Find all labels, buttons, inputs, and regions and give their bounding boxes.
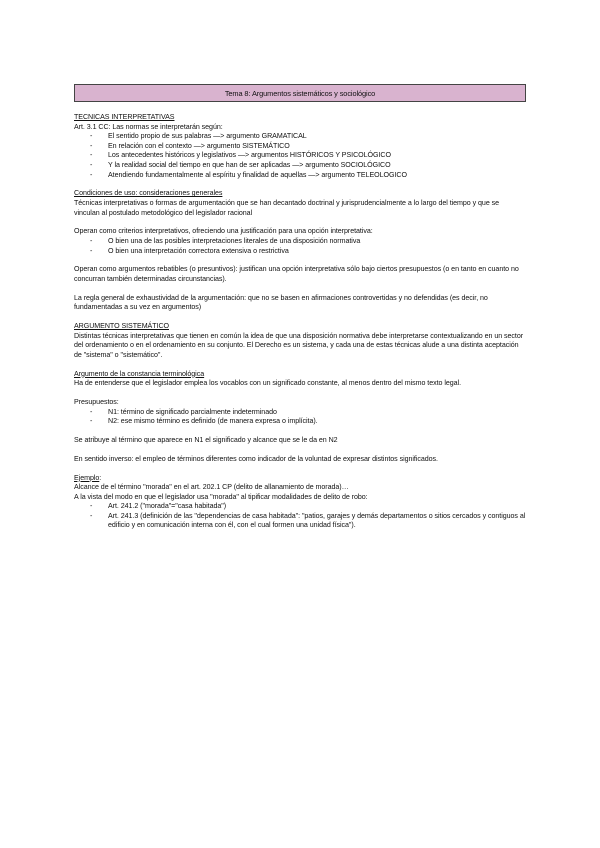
document-title: Tema 8: Argumentos sistemáticos y sociológico [224, 88, 376, 98]
bullet-list [74, 237, 526, 256]
list-item: - N2: ese mismo término es definido (de manera expresa o implícita). [74, 417, 526, 427]
paragraph: A la vista del modo en que el legislador usa "morada" al tipificar modalidades de delito de robo: [74, 492, 368, 501]
list-item: - Y la realidad social del tiempo en que han de ser aplicadas —> argumento SOCIOLÓGICO [74, 161, 526, 171]
list-item: - Los antecedentes históricos y legislativos —> argumentos HISTÓRICOS Y PSICOLÓGICO [74, 151, 526, 161]
section-heading-condiciones: Condiciones de uso: consideraciones generales [74, 189, 223, 198]
list-item: - En relación con el contexto —> argumento SISTEMÁTICO [74, 142, 526, 152]
bullet-list [74, 132, 526, 180]
list-item: - El sentido propio de sus palabras —> argumento GRAMATICAL [74, 132, 526, 142]
paragraph: Alcance de el término "morada" en el art. 202.1 CP (delito de allanamiento de morada)… [74, 483, 349, 492]
paragraph: Operan como argumentos rebatibles (o presuntivos): justifican una opción interpretativa sólo bajo ciertos presupuestos (o en tanto en cuanto no concurran también determinadas circunstancias). [74, 265, 519, 283]
example-heading-line [74, 474, 526, 484]
document-body [74, 113, 526, 531]
paragraph: Técnicas interpretativas o formas de argumentación que se han decantado doctrinal y jurisprudencialmente a lo largo del tiempo y que se vinculan al postulado metodológico del legislador racional [74, 198, 500, 217]
paragraph: Presupuestos: [74, 397, 119, 406]
bullet-list [74, 408, 526, 427]
paragraph: Se atribuye al término que aparece en N1 el significado y alcance que se le da en N2 [74, 435, 338, 444]
paragraph: Operan como criterios interpretativos, ofreciendo una justificación para una opción interpretativa: [74, 227, 373, 236]
list-item: - O bien una interpretación correctora extensiva o restrictiva [74, 247, 526, 257]
section-heading-tecnicas: TECNICAS INTERPRETATIVAS [74, 113, 175, 121]
section-heading-ejemplo: Ejemplo [74, 473, 100, 482]
document-title-box [74, 84, 526, 102]
list-item: - O bien una de las posibles interpretaciones literales de una disposición normativa [74, 237, 526, 247]
paragraph: Distintas técnicas interpretativas que tienen en común la idea de que una disposición normativa debe interpretarse contextualizando en un sector del ordenamiento o en el ordenamiento en su conjunto. El Derecho es un sistema, y cada una de estas técnicas alude a una distinta aceptación de "sistema" o "sistemático". [74, 331, 524, 359]
heading-suffix: : [99, 473, 102, 482]
paragraph: Ha de entenderse que el legislador emplea los vocablos con un significado constante, al menos dentro del mismo texto legal. [74, 379, 462, 388]
paragraph: La regla general de exhaustividad de la argumentación: que no se basen en afirmaciones controvertidas y no defendidas (es decir, no fundamentadas a su vez en argumentos) [74, 293, 488, 312]
list-item: - Atendiendo fundamentalmente al espíritu y finalidad de aquellas —> argumento TELEOLOGICO [74, 171, 526, 181]
bullet-list [74, 502, 526, 531]
section-heading-constancia: Argumento de la constancia terminológica [74, 369, 205, 378]
paragraph: En sentido inverso: el empleo de términos diferentes como indicador de la voluntad de expresar distintos significados. [74, 454, 438, 463]
list-item: - Art. 241.2 ("morada"="casa habitada") [74, 502, 526, 512]
list-item: - N1: término de significado parcialmente indeterminado [74, 408, 526, 418]
paragraph: Art. 3.1 CC: Las normas se interpretarán según: [74, 122, 223, 131]
list-item: - Art. 241.3 (definición de las "dependencias de casa habitada": "patios, garajes y demás departamentos o sitios cercados y contiguos al edificio y en comunicación interna con él, con el cual formen una unidad física"). [74, 512, 526, 531]
section-heading-argumento-sistematico: ARGUMENTO SISTEMÁTICO [74, 322, 169, 331]
